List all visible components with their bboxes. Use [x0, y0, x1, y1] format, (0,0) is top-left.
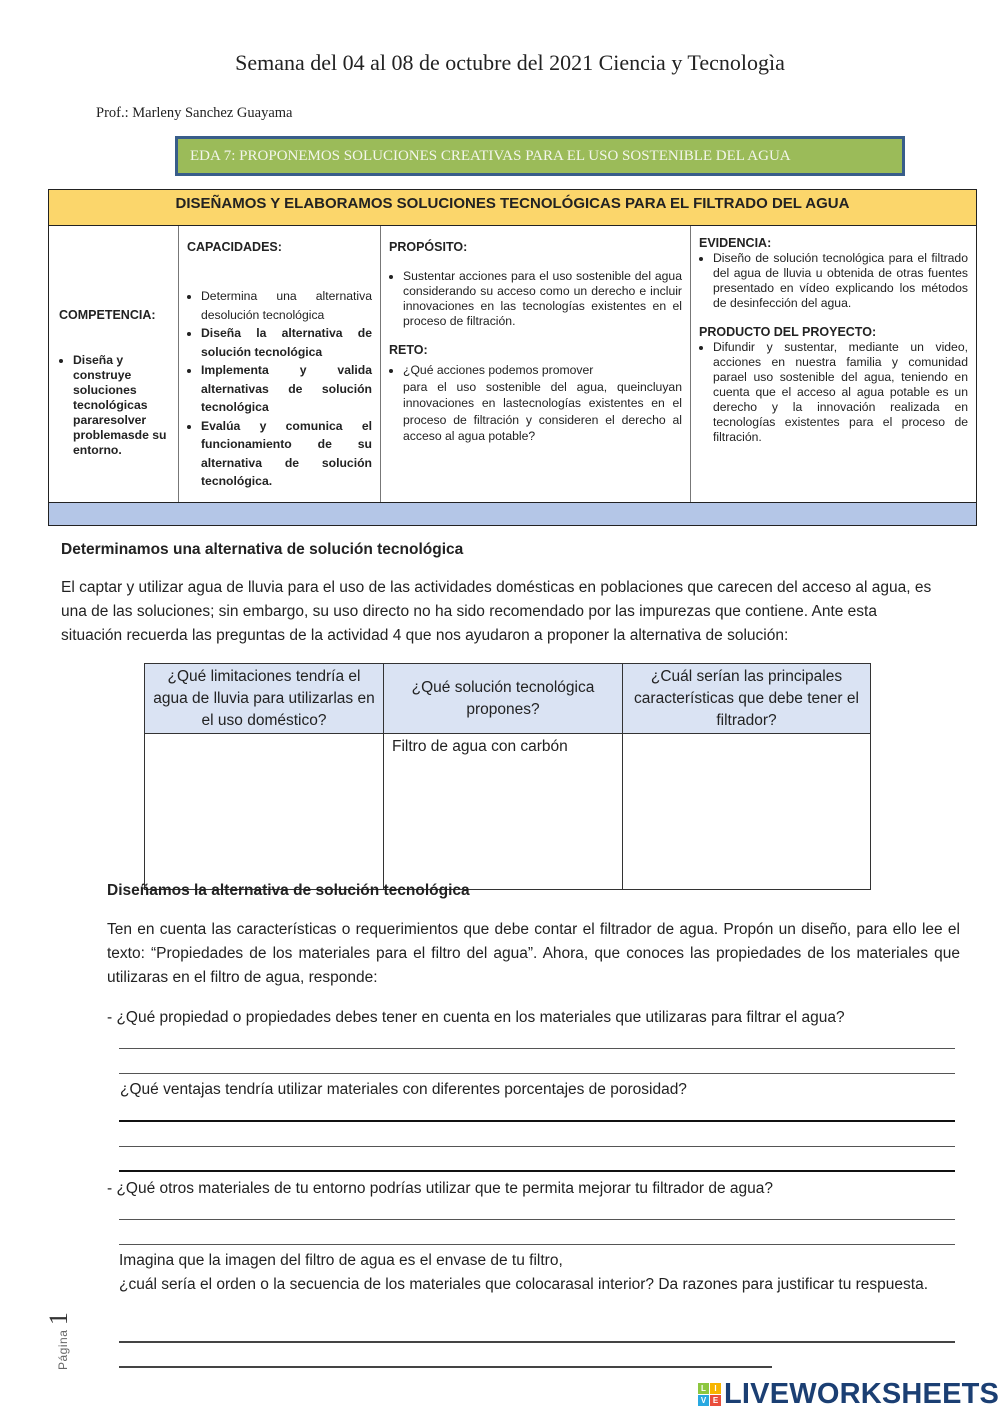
proposito-item: • Sustentar acciones para el uso sostenible del agua considerando su acceso como un derecho e incluir innovaciones en las tecnologías existentes en el proceso de filtración. [403, 269, 682, 329]
logo-letter: E [710, 1395, 721, 1406]
answer-line[interactable] [119, 1219, 955, 1220]
reto-heading: RETO: [389, 343, 428, 357]
questions-table-header-row [145, 664, 871, 734]
learning-plan-title: DISEÑAMOS Y ELABORAMOS SOLUCIONES TECNOLÓGICAS PARA EL FILTRADO DEL AGUA [49, 190, 976, 226]
logo-letter: V [698, 1395, 709, 1406]
page-number-label [6, 1290, 73, 1370]
competencia-item: • Diseña y construye soluciones tecnológicas pararesolver problemasde su entorno. [73, 353, 172, 458]
live-cube-icon [698, 1383, 721, 1406]
evidencia-item: • Diseño de solución tecnológica para el filtrado del agua de lluvia u obtenida de otras fuentes presentado en vídeo explicando los métodos de desinfección del agua. [713, 251, 968, 311]
question-header: ¿Cuál serían las principales características que debe tener el filtrador? [623, 664, 871, 734]
final-prompt-line1: Imagina que la imagen del filtro de agua es el envase de tu filtro, [119, 1252, 563, 1269]
capacidades-cell [179, 226, 381, 502]
logo-letter: L [698, 1383, 709, 1394]
capacidad-item: • Diseña la alternativa de solución tecnológica [201, 324, 372, 361]
answer-line[interactable] [119, 1244, 955, 1245]
reto-line1: • ¿Qué acciones podemos promover [403, 363, 594, 377]
logo-letter: I [710, 1383, 721, 1394]
eda-banner-text: EDA 7: PROPONEMOS SOLUCIONES CREATIVAS PARA EL USO SOSTENIBLE DEL AGUA [190, 147, 791, 164]
capacidad-item: • Implementa y valida alternativas de solución tecnológica [201, 361, 372, 417]
page-label: Página [56, 1329, 70, 1370]
eda-banner [175, 136, 905, 176]
teacher-name: Prof.: Marleny Sanchez Guayama [96, 105, 293, 121]
logo-text: LIVEWORKSHEETS [724, 1378, 1000, 1410]
producto-item: • Difundir y sustentar, mediante un video, acciones en nuestra familia y comunidad parael uso sostenible del agua, teniendo en cuenta que el acceso al agua potable es un derecho y la innovación realizada en tecnologías existentes para el proceso de filtración. [713, 340, 968, 445]
questions-table [144, 663, 871, 890]
proposito-cell [381, 226, 691, 502]
final-prompt [119, 1249, 939, 1297]
competencia-list [59, 353, 172, 458]
capacidades-list [187, 287, 372, 491]
evidencia-cell [691, 226, 976, 502]
capacidad-item: • Determina una alternativa desolución tecnológica [201, 287, 372, 324]
section-heading-determinamos: Determinamos una alternativa de solución tecnológica [61, 541, 464, 558]
questions-table-answer-row [145, 734, 871, 890]
answer-line[interactable] [119, 1073, 955, 1074]
answer-cell-caracteristicas[interactable] [623, 734, 871, 890]
page-number: 1 [44, 1312, 73, 1326]
reto-item [403, 362, 682, 445]
learning-plan-table [48, 189, 977, 526]
question-porosidad: ¿Qué ventajas tendría utilizar materiales con diferentes porcentajes de porosidad? [120, 1081, 687, 1098]
capacidades-heading: CAPACIDADES: [187, 240, 282, 254]
question-header: ¿Qué solución tecnológica propones? [384, 664, 623, 734]
proposito-list [389, 269, 682, 329]
producto-heading: PRODUCTO DEL PROYECTO: [699, 325, 877, 339]
answer-line[interactable] [119, 1366, 772, 1368]
answer-line[interactable] [119, 1341, 955, 1343]
page-title: Semana del 04 al 08 de octubre del 2021 Ciencia y Tecnologìa [235, 50, 785, 75]
reto-list [389, 362, 682, 445]
reto-rest: para el uso sostenible del agua, queincluyan innovaciones en lastecnologías existentes en el proceso de filtración y consideren el derecho al acceso al agua potable? [403, 379, 682, 443]
answer-line[interactable] [119, 1048, 955, 1049]
final-prompt-line2: ¿cuál sería el orden o la secuencia de los materiales que colocarasal interior? Da razones para justificar tu respuesta. [119, 1276, 929, 1293]
evidencia-heading: EVIDENCIA: [699, 236, 772, 250]
answer-cell-solucion[interactable]: Filtro de agua con carbón [384, 734, 623, 890]
answer-line[interactable] [119, 1146, 955, 1147]
learning-plan-row [49, 226, 976, 503]
learning-plan-footer-band [49, 503, 976, 525]
answer-cell-limitaciones[interactable] [145, 734, 384, 890]
question-header: ¿Qué limitaciones tendría el agua de lluvia para utilizarlas en el uso doméstico? [145, 664, 384, 734]
section-paragraph-determinamos: El captar y utilizar agua de lluvia para el uso de las actividades domésticas en poblaciones que carecen del acceso al agua, es una de las soluciones; sin embargo, su uso directo no ha sido recomendado por las impurezas que contiene. Ante esta situación recuerda las preguntas de la actividad 4 que nos ayudaron a proponer la alternativa de solución: [61, 579, 932, 644]
capacidad-item: • Evalúa y comunica el funcionamiento de su alternativa de solución tecnológica. [201, 417, 372, 491]
competencia-heading: COMPETENCIA: [59, 308, 156, 322]
section-heading-disenamos: Diseñamos la alternativa de solución tecnológica [107, 882, 470, 899]
proposito-heading: PROPÓSITO: [389, 240, 468, 254]
competencia-cell [49, 226, 179, 502]
liveworksheets-logo [698, 1378, 999, 1411]
question-propiedades: - ¿Qué propiedad o propiedades debes tener en cuenta en los materiales que utilizaras para filtrar el agua? [107, 1009, 845, 1026]
answer-line[interactable] [119, 1120, 955, 1122]
section-paragraph-disenamos: Ten en cuenta las características o requerimientos que debe contar el filtrador de agua. Propón un diseño, para ello lee el texto: “Propiedades de los materiales para el filtro del agua”. Ahora, que conoces las propiedades de los materiales que utilizaras en el filtro de agua, responde: [107, 921, 960, 986]
answer-line[interactable] [119, 1170, 955, 1172]
producto-list [699, 340, 968, 445]
evidencia-list [699, 251, 968, 311]
question-otros-materiales: - ¿Qué otros materiales de tu entorno podrías utilizar que te permita mejorar tu filtrador de agua? [107, 1180, 773, 1197]
